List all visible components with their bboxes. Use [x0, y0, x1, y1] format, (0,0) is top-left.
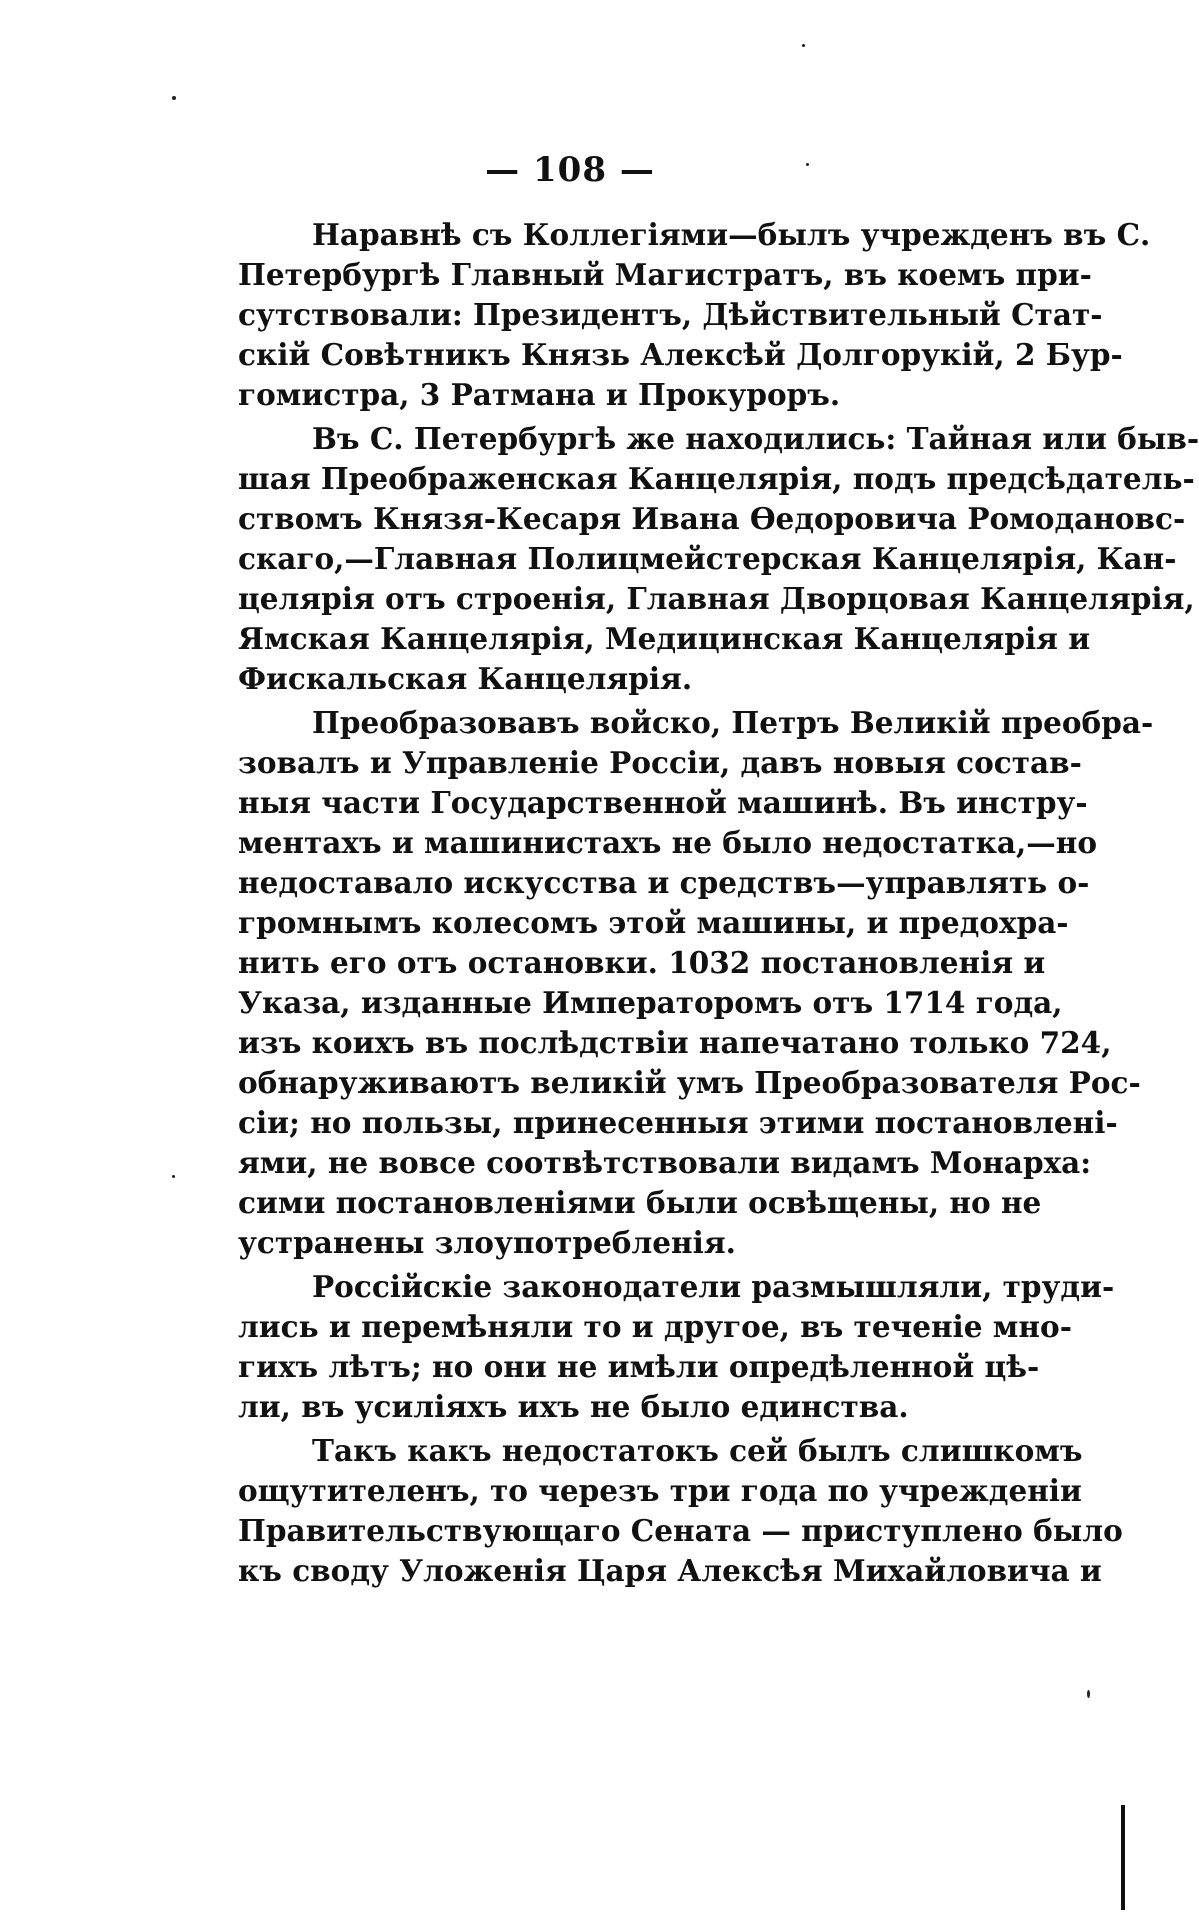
- text-line: гихъ лѣтъ; но они не имѣли опредѣленной цѣ-: [238, 1349, 1040, 1384]
- paragraph: [238, 1267, 1115, 1427]
- text-line: Россійскіе законодатели размышляли, труди-: [312, 1269, 1115, 1304]
- text-line: лись и перемѣняли то и другое, въ теченіе мно-: [238, 1309, 1072, 1344]
- text-line: зовалъ и Управленіе Россіи, давъ новыя состав-: [238, 745, 1082, 780]
- text-line: Ямская Канцелярія, Медицинская Канцелярія и: [238, 621, 1091, 656]
- text-line: Преобразовавъ войско, Петръ Великій преобра-: [312, 705, 1154, 740]
- text-line: скаго,—Главная Полицмейстерская Канцелярія, Кан-: [238, 541, 1177, 576]
- scan-speck: [172, 1175, 175, 1178]
- text-line: скій Совѣтникъ Князь Алексѣй Долгорукій, 2 Бур-: [238, 337, 1123, 372]
- text-line: сіи; но пользы, принесенныя этими постановлені-: [238, 1105, 1118, 1140]
- text-line: Правительствующаго Сената — приступлено было: [238, 1513, 1123, 1548]
- text-line: ями, не вовсе соотвѣтствовали видамъ Монарха:: [238, 1145, 1092, 1180]
- text-line: целярія отъ строенія, Главная Дворцовая Канцелярія,: [238, 581, 1195, 616]
- text-line: обнаруживаютъ великій умъ Преобразователя Рос-: [238, 1065, 1141, 1100]
- text-line: Наравнѣ съ Коллегіями—былъ учрежденъ въ С.: [312, 217, 1151, 252]
- text-line: гомистра, 3 Ратмана и Прокуроръ.: [238, 377, 841, 412]
- text-line: Фискальская Канцелярія.: [238, 661, 693, 696]
- text-line: сими постановленіями были освѣщены, но не: [238, 1185, 1042, 1220]
- text-line: нить его отъ остановки. 1032 постановленія и: [238, 945, 1046, 980]
- scan-speck: [1087, 1690, 1090, 1698]
- page-number: — 108 —: [485, 150, 655, 190]
- text-line: громнымъ колесомъ этой машины, и предохра-: [238, 905, 1069, 940]
- text-line: ли, въ усиліяхъ ихъ не было единства.: [238, 1389, 909, 1424]
- text-line: къ своду Уложенія Царя Алексѣя Михайловича и: [238, 1553, 1102, 1588]
- text-line: устранены злоупотребленія.: [238, 1225, 736, 1260]
- text-line: шая Преображенская Канцелярія, подъ предсѣдатель-: [238, 461, 1195, 496]
- paragraph: [238, 215, 1151, 415]
- text-line: недоставало искусства и средствъ—управлять о-: [238, 865, 1090, 900]
- text-line: ощутителенъ, то черезъ три года по учрежденіи: [238, 1473, 1082, 1508]
- scan-speck: [172, 96, 176, 100]
- text-line: Такъ какъ недостатокъ сей былъ слишкомъ: [312, 1433, 1083, 1468]
- paragraph: [238, 419, 1199, 699]
- text-line: сутствовали: Президентъ, Дѣйствительный Стат-: [238, 297, 1103, 332]
- text-line: Указа, изданные Императоромъ отъ 1714 года,: [238, 985, 1063, 1020]
- text-line: ментахъ и машинистахъ не было недостатка,—но: [238, 825, 1098, 860]
- text-line: Петербургѣ Главный Магистратъ, въ коемъ при-: [238, 257, 1092, 292]
- text-line: ныя части Государственной машинѣ. Въ инстру-: [238, 785, 1088, 820]
- text-line: изъ коихъ въ послѣдствіи напечатано только 724,: [238, 1025, 1112, 1060]
- paragraph: [238, 703, 1154, 1263]
- scan-speck: [802, 44, 805, 47]
- scan-edge-mark: [1121, 1805, 1125, 1910]
- text-line: ствомъ Князя-Кесаря Ивана Ѳедоровича Ромодановс-: [238, 501, 1186, 536]
- paragraph: [238, 1431, 1123, 1591]
- text-line: Въ С. Петербургѣ же находились: Тайная или быв-: [312, 421, 1199, 456]
- body-text: [238, 215, 1199, 1595]
